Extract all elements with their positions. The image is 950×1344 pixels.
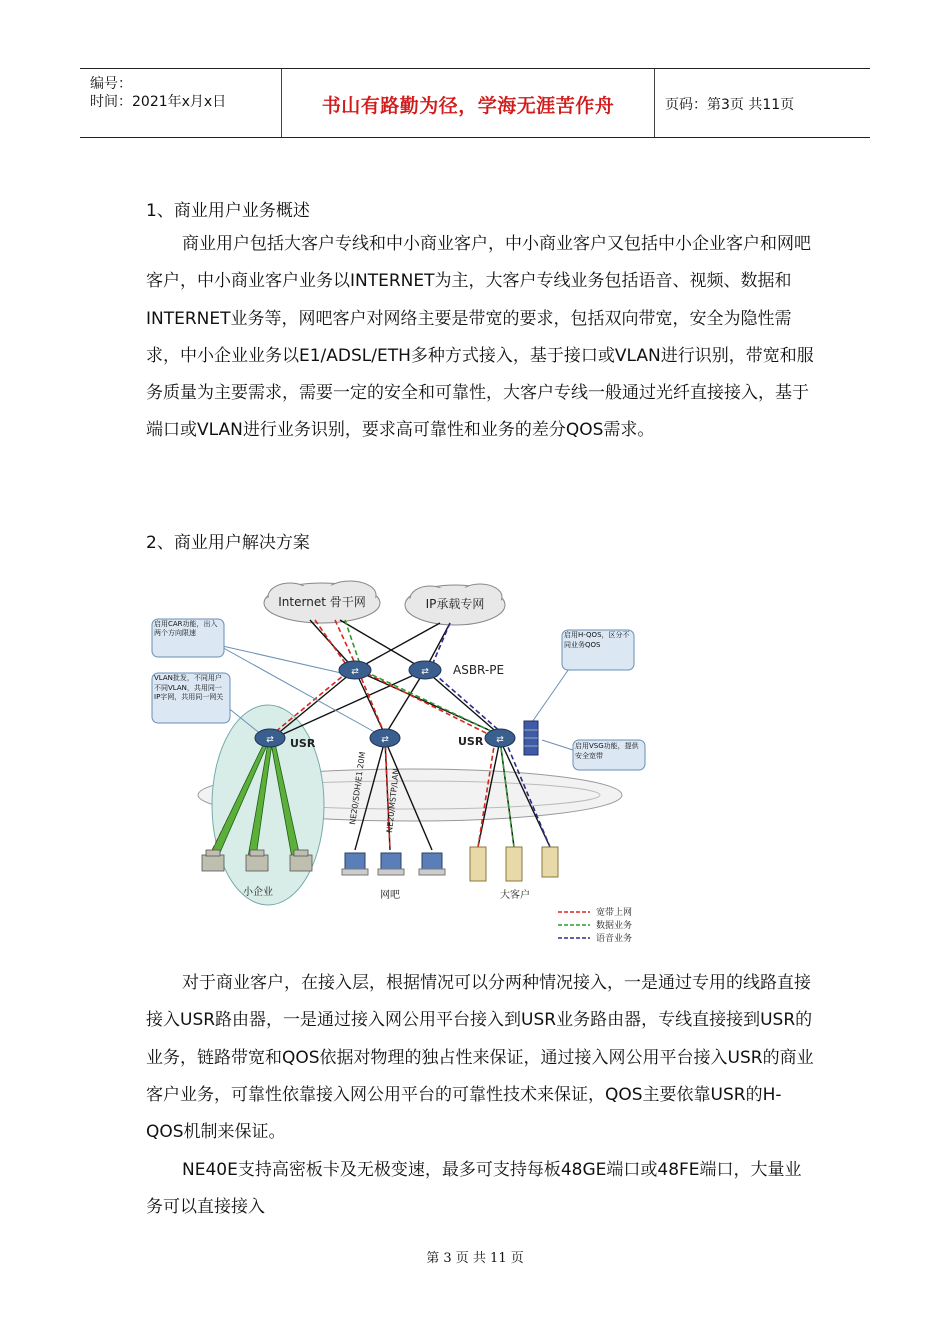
asbr-router-1	[339, 661, 371, 679]
link-label-2: NE20/MSTP/LAN	[385, 768, 401, 834]
asbr-label: ASBR-PE	[453, 663, 505, 677]
note-vlan	[152, 673, 230, 723]
svg-text:⇄: ⇄	[496, 735, 504, 745]
label-netbar: 网吧	[380, 890, 400, 901]
label-small-enterprise: 小企业	[243, 887, 273, 898]
section-3-paragraph-1: 对于商业客户，在接入层，根据情况可以分两种情况接入，一是通过专用的线路直接接入USR路由器，一是通过接入网公用平台接入到USR业务路由器，专线直接接到USR的业务，链路带宽和QOS依据对物理的独占性来保证，通过接入网公用平台接入USR的商业客户业务，可靠性依靠接入网公用平台的可靠性技术来保证，QOS主要依靠USR的H-QOS机制来保证。	[146, 973, 814, 1143]
legend-item-broadband: 宽带上网	[596, 908, 633, 918]
note-car-text: 启用CAR功能，出入两个方向限速	[154, 620, 218, 637]
legend-item-voice: 语音业务	[596, 934, 633, 944]
section-3-paragraph-2: NE40E支持高密板卡及无极变速，最多可支持每板48GE端口或48FE端口，大量业务可以直接接入	[146, 1160, 802, 1218]
header-page-info: 页码：第3页 共11页	[665, 97, 795, 113]
svg-text:⇄: ⇄	[381, 735, 389, 745]
doc-time-label: 时间：2021年x月x日	[90, 94, 227, 110]
firewall-icon	[524, 721, 538, 755]
section-1-heading: 1、商业用户业务概述	[146, 201, 310, 221]
svg-text:⇄: ⇄	[421, 667, 429, 677]
internet-cloud-label: Internet 骨干网	[278, 595, 366, 609]
netbar-devices	[342, 853, 445, 875]
note-car	[152, 619, 224, 657]
ip-cloud	[405, 584, 505, 625]
note-hqos-text: 启用H-QOS，区分不同业务QOS	[564, 631, 630, 649]
usr-router-right	[485, 729, 515, 747]
asbr-router-2	[409, 661, 441, 679]
doc-code-label: 编号：	[90, 76, 132, 92]
section-1-paragraph: 商业用户包括大客户专线和中小商业客户，中小商业客户又包括中小企业客户和网吧客户，中小商业客户业务以INTERNET为主，大客户专线业务包括语音、视频、数据和INTERNET业务等，网吧客户对网络主要是带宽的要求，包括双向带宽，安全为隐性需求，中小企业业务以E1/ADSL/ETH多种方式接入，基于接口或VLAN进行识别，带宽和服务质量为主要需求，需要一定的安全和可靠性，大客户专线一般通过光纤直接接入，基于端口或VLAN进行业务识别，要求高可靠性和业务的差分QOS需求。	[146, 234, 814, 441]
network-diagram	[150, 575, 660, 947]
usr-router-middle	[370, 729, 400, 747]
header-info-cell	[80, 69, 282, 137]
header-motto-cell	[282, 69, 655, 137]
header-page-cell	[655, 69, 870, 137]
internet-cloud	[264, 581, 380, 623]
page-footer: 第 3 页 共 11 页	[426, 1251, 524, 1266]
header-motto: 书山有路勤为径，学海无涯苦作舟	[321, 95, 615, 117]
ip-cloud-label: IP承载专网	[425, 597, 485, 611]
section-2-heading: 2、商业用户解决方案	[146, 533, 310, 553]
small-enterprise-devices	[202, 850, 312, 871]
note-vlan-text: VLAN批发，不同用户不同VLAN，共用同一IP字网，共用同一网关	[154, 674, 224, 701]
usr-router-left	[255, 729, 285, 747]
diagram-legend	[558, 906, 632, 944]
note-vsg	[573, 740, 645, 770]
svg-text:⇄: ⇄	[266, 735, 274, 745]
svg-text:⇄: ⇄	[351, 667, 359, 677]
note-vsg-text: 启用VSG功能，提供安全宽带	[575, 742, 639, 760]
usr-right-label: USR	[458, 735, 484, 748]
note-hqos	[562, 630, 634, 670]
usr-left-label: USR	[290, 737, 316, 750]
legend-item-data: 数据业务	[596, 921, 633, 931]
big-customer-buildings	[470, 847, 558, 881]
link-label-1: NE20/SDH/E1 20M	[348, 751, 368, 826]
page-header	[80, 68, 870, 138]
label-big-customer: 大客户	[500, 890, 530, 901]
